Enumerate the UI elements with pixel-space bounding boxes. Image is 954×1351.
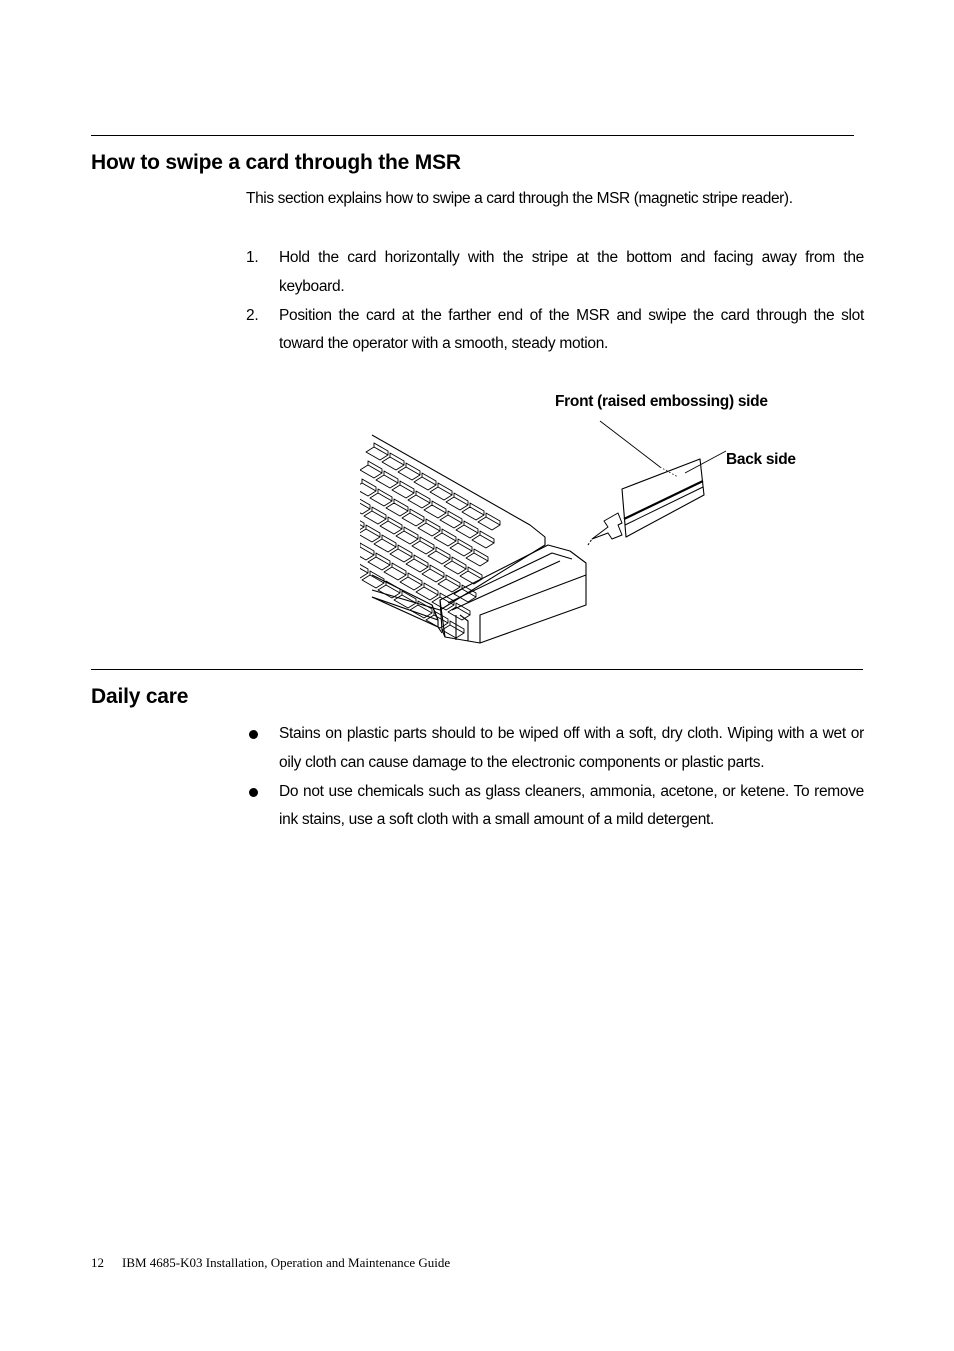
step-item: [246, 302, 864, 360]
step-item: [246, 244, 864, 302]
bullet-text: Stains on plastic parts should to be wiped off with a soft, dry cloth. Wiping with a wet or oily cloth can cause damage to the electronic components or plastic parts.: [279, 725, 864, 771]
step-text: Position the card at the farther end of the MSR and swipe the card through the slot toward the operator with a smooth, steady motion.: [279, 306, 864, 353]
page-number: 12: [91, 1255, 104, 1270]
bullet-text: Do not use chemicals such as glass cleaners, ammonia, acetone, or ketene. To remove ink stains, use a soft cloth with a small amount of a mild detergent.: [279, 782, 864, 829]
section-heading-daily-care: Daily care: [91, 685, 189, 708]
footer-title: IBM 4685-K03 Installation, Operation and Maintenance Guide: [122, 1255, 451, 1270]
step-number: 2.: [246, 306, 259, 324]
section-divider-daily-care: [91, 669, 863, 670]
bullet-item: [246, 720, 864, 778]
figure-label-back: Back side: [726, 451, 796, 468]
bullet-item: [246, 778, 864, 836]
daily-care-list: [246, 720, 864, 835]
section-intro: This section explains how to swipe a card through the MSR (magnetic stripe reader).: [246, 190, 793, 207]
section-divider-top: [91, 135, 854, 136]
bullet-dot-icon: [249, 788, 258, 797]
figure-label-front: Front (raised embossing) side: [555, 393, 768, 410]
steps-list: [246, 244, 864, 359]
step-number: 1.: [246, 249, 259, 266]
bullet-dot-icon: [249, 730, 258, 739]
section-heading-msr: How to swipe a card through the MSR: [91, 151, 461, 174]
step-text: Hold the card horizontally with the stripe at the bottom and facing away from the keyboard.: [279, 249, 864, 295]
page-footer: [91, 1255, 450, 1271]
msr-keyboard-illustration: [360, 415, 810, 650]
